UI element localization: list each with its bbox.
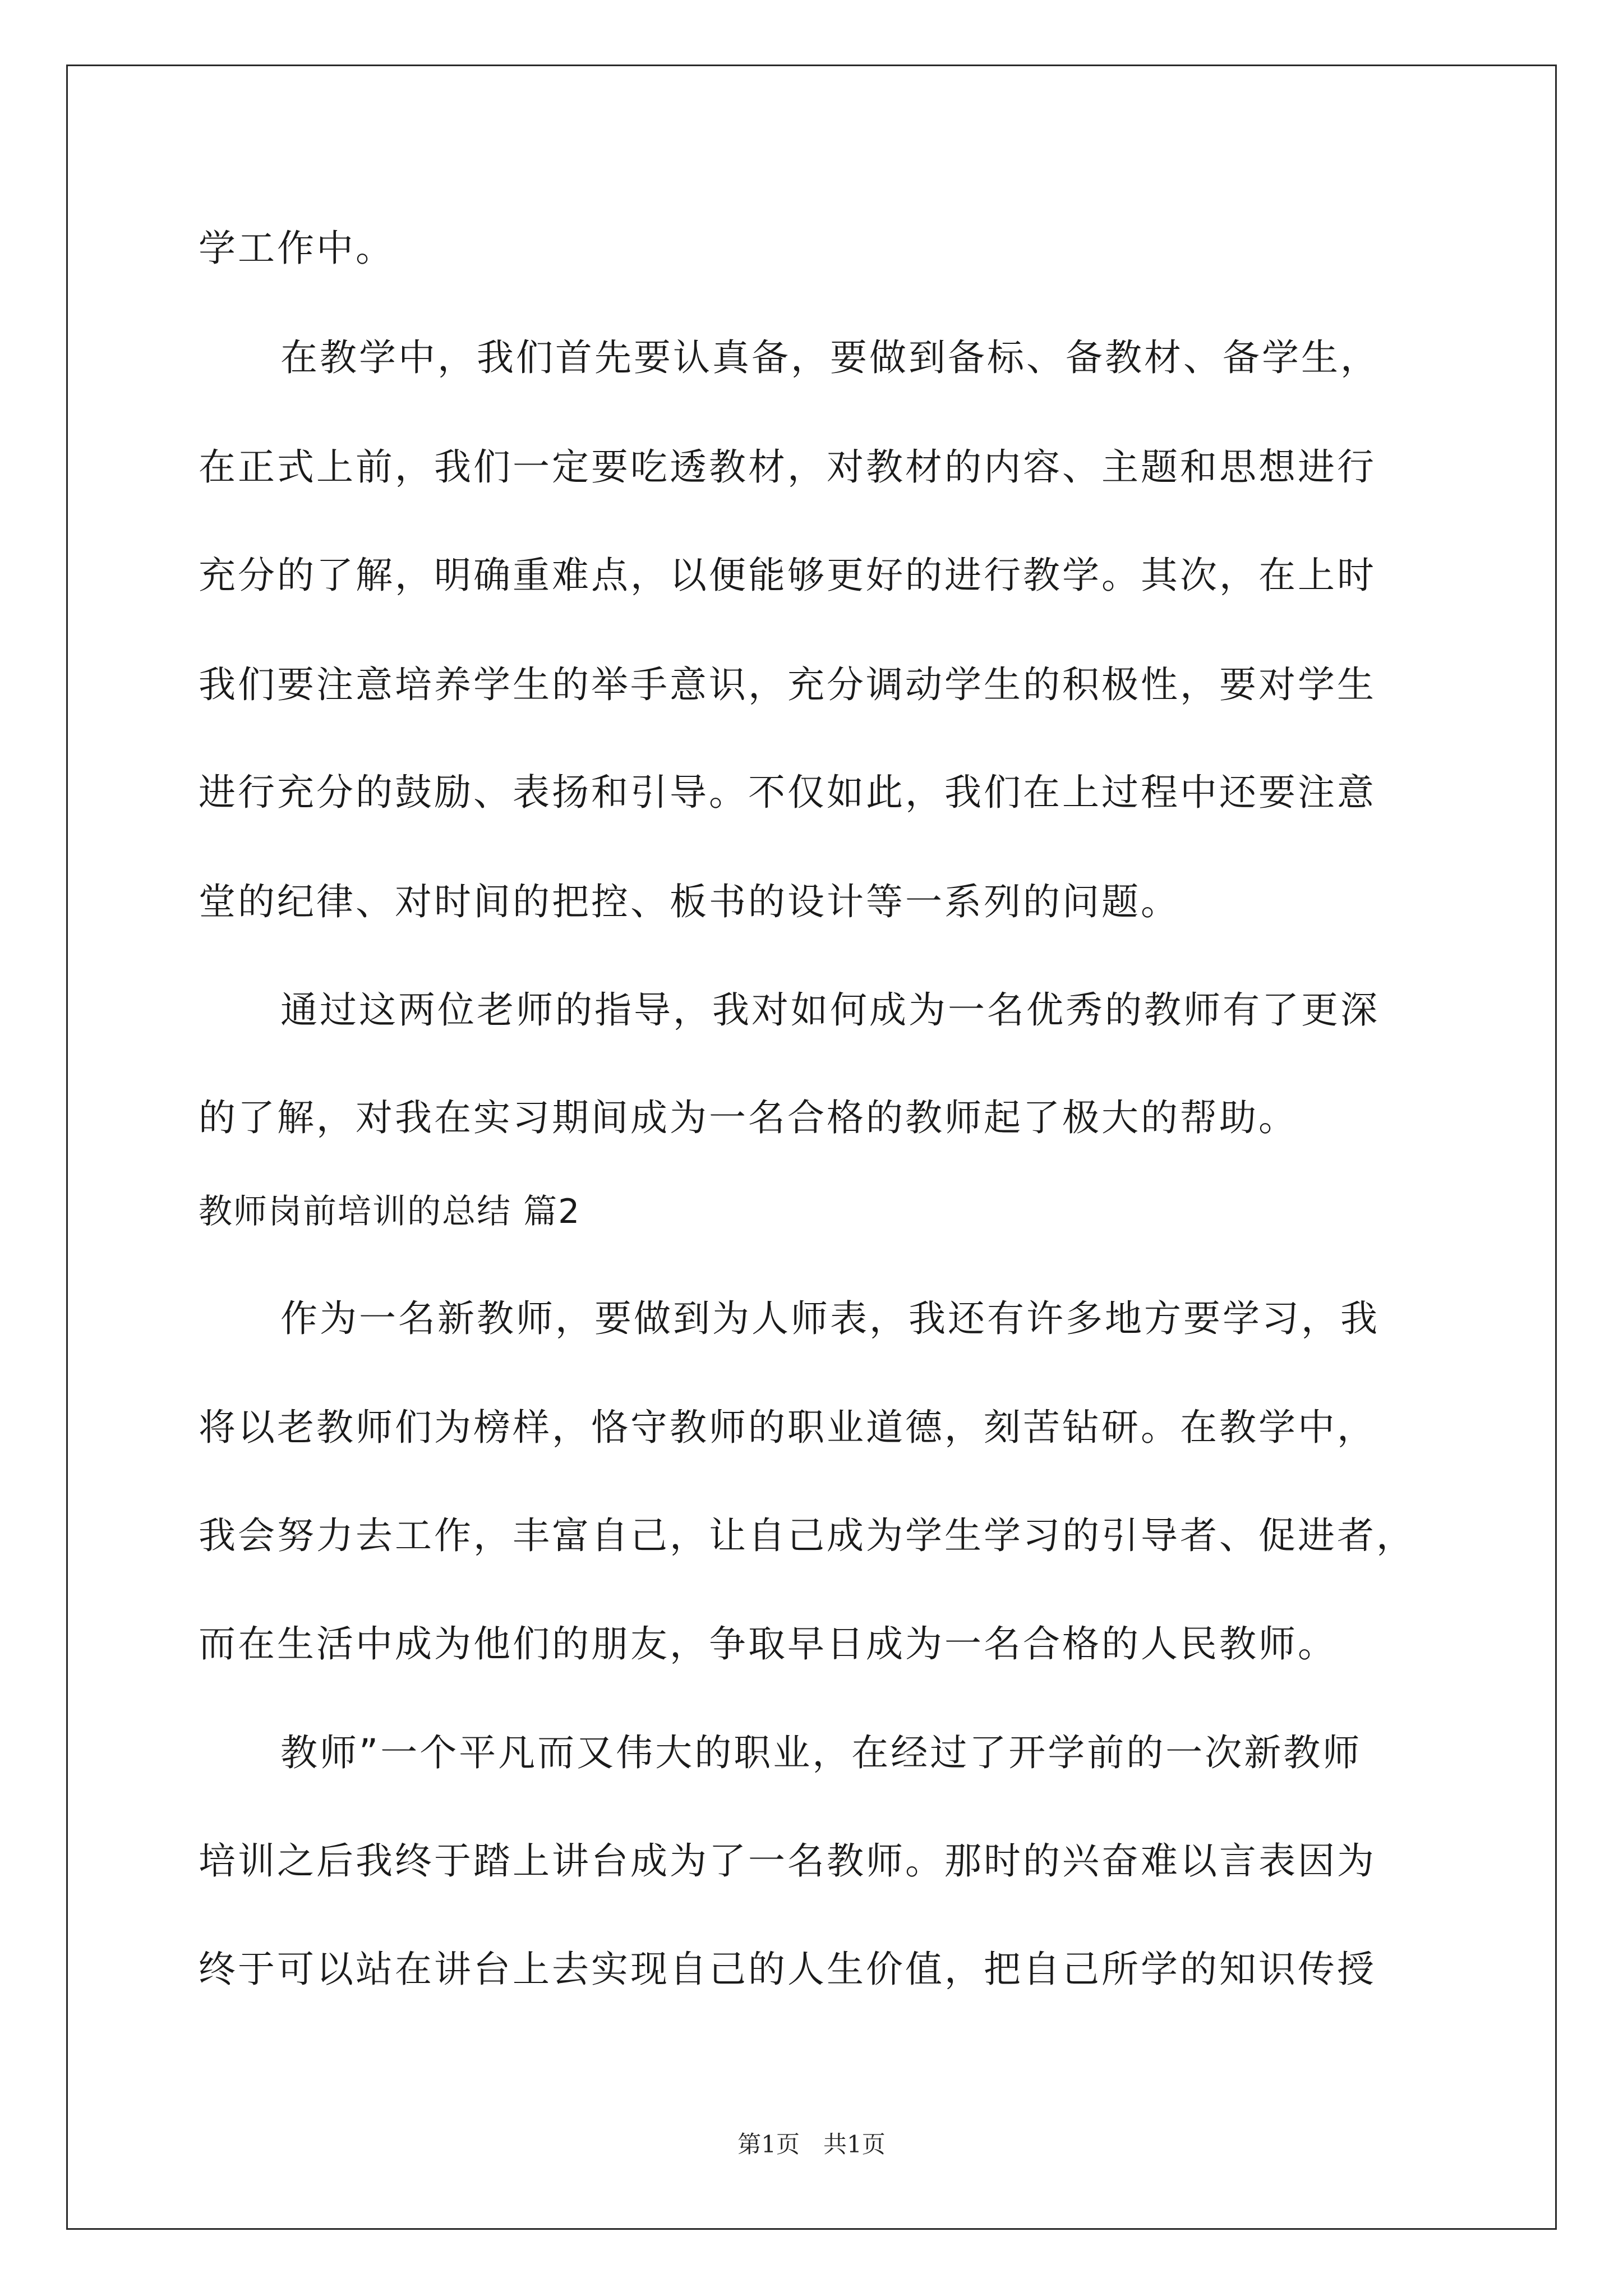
body-line-4: 充分的了解，明确重难点，以便能够更好的进行教学。其次，在上时 — [199, 554, 1376, 597]
body-line-12: 将以老教师们为榜样，恪守教师的职业道德，刻苦钻研。在教学中， — [199, 1406, 1376, 1449]
body-line-7: 堂的纪律、对时间的把控、板书的设计等一系列的问题。 — [199, 880, 1180, 923]
body-line-8: 通过这两位老师的指导，我对如何成为一名优秀的教师有了更深 — [280, 988, 1380, 1032]
body-line-15: 教师”一个平凡而又伟大的职业，在经过了开学前的一次新教师 — [280, 1731, 1362, 1774]
page-border — [66, 65, 1557, 2230]
body-line-6: 进行充分的鼓励、表扬和引导。不仅如此，我们在上过程中还要注意 — [199, 771, 1376, 814]
body-line-16: 培训之后我终于踏上讲台成为了一名教师。那时的兴奋难以言表因为 — [199, 1839, 1376, 1883]
body-line-3: 在正式上前，我们一定要吃透教材，对教材的内容、主题和思想进行 — [199, 445, 1376, 489]
body-line-5: 我们要注意培养学生的举手意识，充分调动学生的积极性，要对学生 — [199, 663, 1376, 706]
body-line-13: 我会努力去工作，丰富自己，让自己成为学生学习的引导者、促进者， — [199, 1514, 1415, 1557]
page-number-footer: 第1页 共1页 — [737, 2131, 886, 2158]
body-line-2: 在教学中，我们首先要认真备，要做到备标、备教材、备学生， — [280, 336, 1380, 379]
body-line-14: 而在生活中成为他们的朋友，争取早日成为一名合格的人民教师。 — [199, 1622, 1337, 1665]
body-line-9: 的了解，对我在实习期间成为一名合格的教师起了极大的帮助。 — [199, 1096, 1298, 1139]
section-heading: 教师岗前培训的总结 篇2 — [199, 1192, 581, 1231]
body-line-11: 作为一名新教师，要做到为人师表，我还有许多地方要学习，我 — [280, 1297, 1380, 1340]
body-line-1: 学工作中。 — [199, 227, 395, 270]
body-line-17: 终于可以站在讲台上去实现自己的人生价值，把自己所学的知识传授 — [199, 1948, 1376, 1991]
